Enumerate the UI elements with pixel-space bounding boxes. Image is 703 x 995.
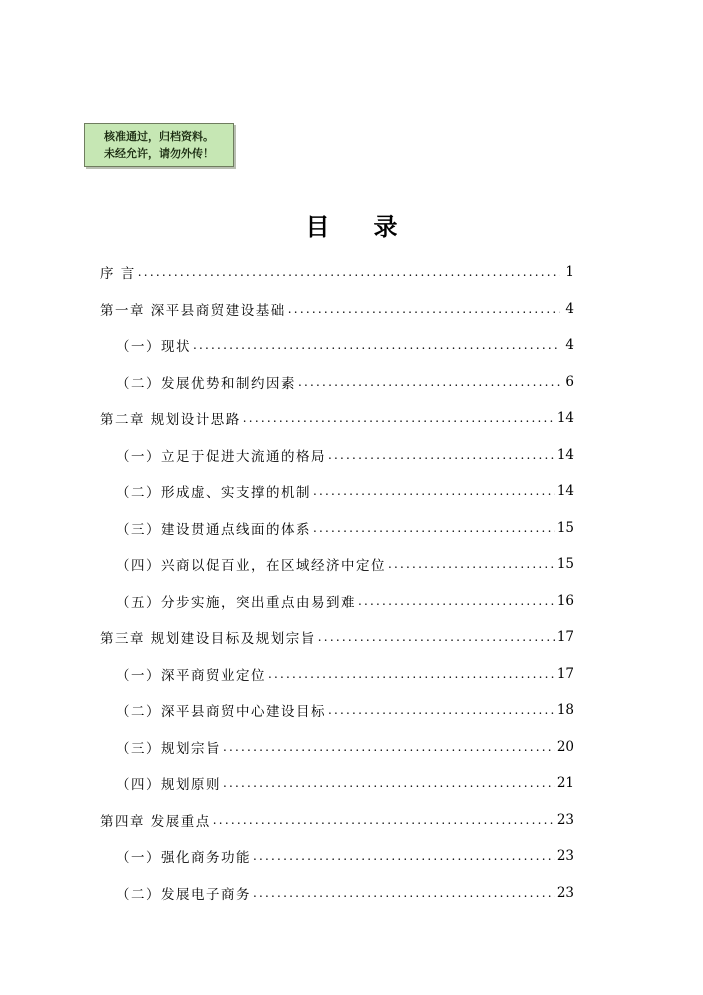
toc-entry-page: 17 bbox=[556, 665, 574, 682]
toc-entry-label: 第一章 深平县商贸建设基础 bbox=[100, 302, 286, 319]
toc-leader-dots bbox=[138, 265, 560, 279]
toc-entry[interactable] bbox=[100, 546, 574, 583]
toc-leader-dots bbox=[298, 375, 560, 389]
toc-leader-dots bbox=[268, 667, 555, 681]
table-of-contents bbox=[100, 254, 574, 911]
toc-entry[interactable] bbox=[100, 327, 574, 364]
toc-entry-page: 4 bbox=[565, 300, 574, 317]
toc-entry[interactable] bbox=[100, 254, 574, 291]
toc-entry-label: （一）立足于促进大流通的格局 bbox=[116, 448, 326, 465]
toc-leader-dots bbox=[253, 849, 555, 863]
toc-leader-dots bbox=[318, 630, 555, 644]
toc-entry[interactable] bbox=[100, 510, 574, 547]
toc-entry-label: （一）现状 bbox=[116, 339, 191, 356]
toc-entry-label: （二）发展电子商务 bbox=[116, 886, 251, 903]
toc-entry-label: （三）建设贯通点线面的体系 bbox=[116, 521, 311, 538]
toc-entry-page: 14 bbox=[556, 483, 574, 500]
toc-entry-page: 6 bbox=[565, 373, 574, 390]
toc-entry-label: 第四章 发展重点 bbox=[100, 813, 211, 830]
toc-leader-dots bbox=[328, 703, 555, 717]
toc-entry-page: 20 bbox=[556, 738, 574, 755]
toc-entry-page: 16 bbox=[556, 592, 574, 609]
toc-leader-dots bbox=[243, 411, 555, 425]
toc-entry-label: （一）深平商贸业定位 bbox=[116, 667, 266, 684]
toc-entry-page: 15 bbox=[556, 556, 574, 573]
toc-entry[interactable] bbox=[100, 692, 574, 729]
toc-entry-page: 15 bbox=[556, 519, 574, 536]
toc-entry[interactable] bbox=[100, 583, 574, 620]
toc-entry-label: （二）深平县商贸中心建设目标 bbox=[116, 704, 326, 721]
toc-entry-page: 23 bbox=[556, 884, 574, 901]
approval-stamp bbox=[84, 123, 234, 167]
toc-entry-label: 第三章 规划建设目标及规划宗旨 bbox=[100, 631, 316, 648]
toc-leader-dots bbox=[193, 338, 560, 352]
stamp-line-2: 未经允许，请勿外传！ bbox=[104, 147, 214, 160]
toc-entry-page: 14 bbox=[556, 446, 574, 463]
toc-entry[interactable] bbox=[100, 875, 574, 912]
toc-entry[interactable] bbox=[100, 364, 574, 401]
toc-entry[interactable] bbox=[100, 765, 574, 802]
toc-entry[interactable] bbox=[100, 619, 574, 656]
toc-entry[interactable] bbox=[100, 473, 574, 510]
toc-entry[interactable] bbox=[100, 437, 574, 474]
toc-entry-page: 1 bbox=[565, 264, 574, 281]
toc-title: 目录 bbox=[305, 212, 442, 241]
toc-leader-dots bbox=[223, 776, 555, 790]
toc-leader-dots bbox=[328, 448, 555, 462]
toc-entry-page: 18 bbox=[556, 702, 574, 719]
toc-leader-dots bbox=[213, 813, 555, 827]
toc-entry-page: 23 bbox=[556, 811, 574, 828]
toc-entry[interactable] bbox=[100, 838, 574, 875]
toc-entry-label: （三）规划宗旨 bbox=[116, 740, 221, 757]
toc-leader-dots bbox=[313, 521, 555, 535]
toc-entry[interactable] bbox=[100, 656, 574, 693]
stamp-line-1: 核准通过，归档资料。 bbox=[104, 130, 214, 143]
toc-entry[interactable] bbox=[100, 729, 574, 766]
toc-entry-label: （二）发展优势和制约因素 bbox=[116, 375, 296, 392]
toc-entry-label: 第二章 规划设计思路 bbox=[100, 412, 241, 429]
toc-leader-dots bbox=[288, 302, 560, 316]
toc-entry-label: （四）兴商以促百业，在区域经济中定位 bbox=[116, 558, 386, 575]
toc-entry-page: 4 bbox=[565, 337, 574, 354]
toc-entry-label: （四）规划原则 bbox=[116, 777, 221, 794]
toc-entry-page: 14 bbox=[556, 410, 574, 427]
toc-leader-dots bbox=[223, 740, 555, 754]
toc-entry-page: 21 bbox=[556, 775, 574, 792]
toc-entry-label: （二）形成虚、实支撑的机制 bbox=[116, 485, 311, 502]
toc-leader-dots bbox=[253, 886, 555, 900]
toc-leader-dots bbox=[313, 484, 555, 498]
toc-entry-label: （一）强化商务功能 bbox=[116, 850, 251, 867]
toc-entry-page: 17 bbox=[556, 629, 574, 646]
toc-entry[interactable] bbox=[100, 291, 574, 328]
toc-entry-label: （五）分步实施，突出重点由易到难 bbox=[116, 594, 356, 611]
toc-entry-label: 序 言 bbox=[100, 266, 136, 283]
toc-entry[interactable] bbox=[100, 400, 574, 437]
toc-leader-dots bbox=[388, 557, 555, 571]
toc-entry-page: 23 bbox=[556, 848, 574, 865]
toc-entry[interactable] bbox=[100, 802, 574, 839]
toc-leader-dots bbox=[358, 594, 555, 608]
